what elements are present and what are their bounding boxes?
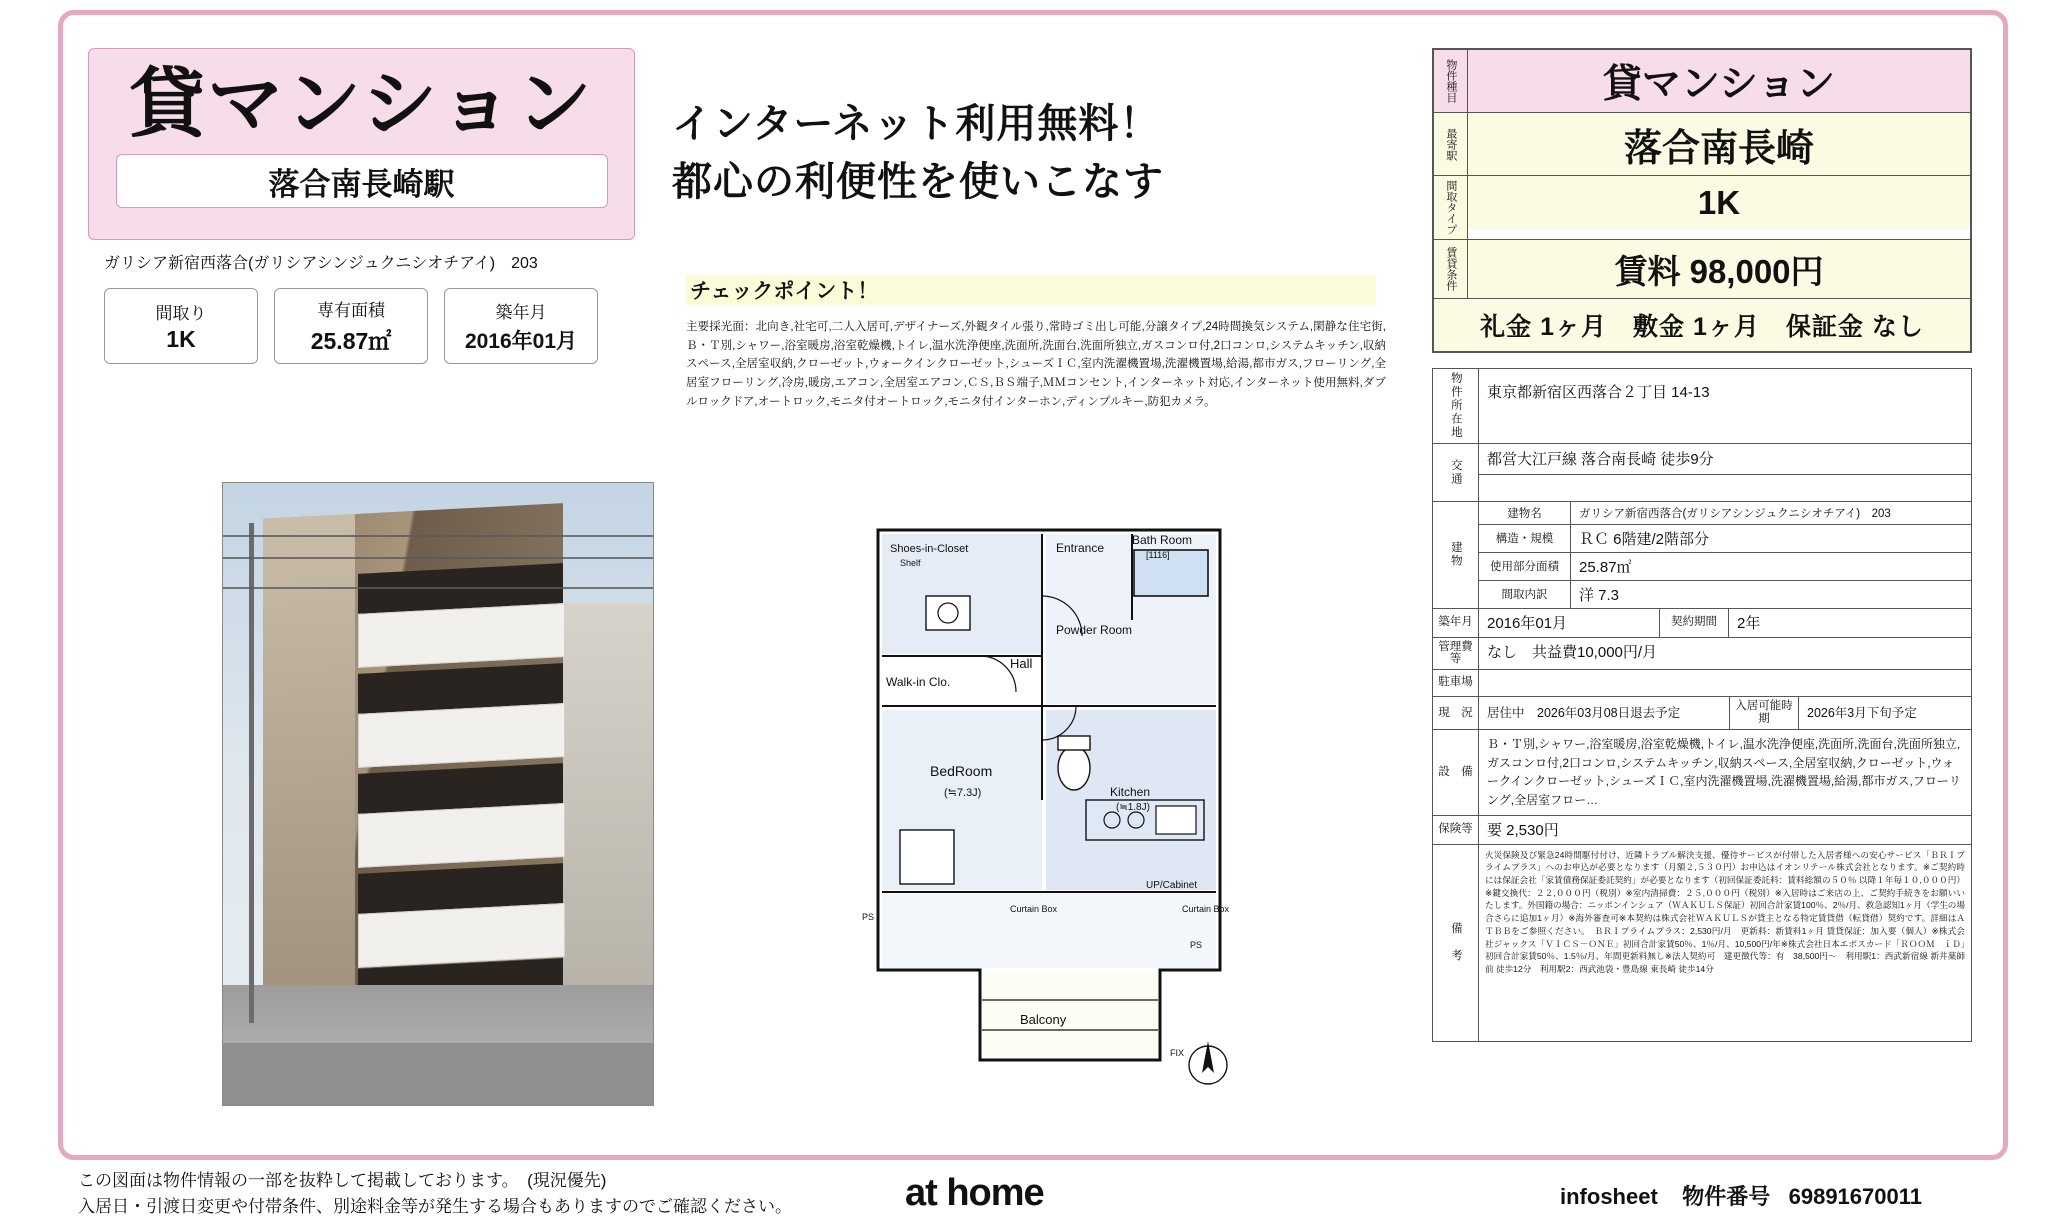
photo-balcony [358,803,565,868]
catch-copy [672,95,1372,211]
svg-text:Walk-in Clo.: Walk-in Clo. [886,675,951,689]
remarks-value: 火災保険及び緊急24時間駆付付け、近隣トラブル解決支援、優待サービスが付帯した入居者様への安心サービス「ＢＲＩプライムプラス」へのお申込が必要となります（月額２,５３０円）お申込はイオンリテール株式会社となります。※ご契約時には保証会社「家賃債務保証委託契約」が必要となります（初回保証委託料：賃料総額の５０％ 以降１年毎１０,０００円）※鍵交換代：２２,０００円（税別）※室内清掃費：２５,０００円（税別）※入居時はご来店の上、ご契約手続きをお願いいたします。外国籍の場合：ニッポンインシュア（ＷＡＫＵＬＳ保証）初回合計家賃100％、2％/月、救急認知1ヶ月（学生の場合さらに追加1ヶ月）※海外審査可※本契約は株式会社ＷＡＫＵＬＳが貸主となる特定賃貸借（転貸借）契約です。詳細はＡＴＢＢをご参照ください。 ＢＲＩプライムプラス：2,530円/月 更新料：新賃料1ヶ月 賃貸保証：加入要（個人）※株式会社ジャックス「ＶＩＣＳ－ＯＮＥ」初回合計家賃50％、1％/月、10,500円/年※株式会社日本エポスカード「ＲＯＯＭ ｉＤ」初回合計家賃50％、1.5％/月、年間更新料無し※法人契約可 建更徴代等：有 38,500円～ 利用駅1：西武新宿線 新井薬師前 徒歩12分 利用駅2：西武池袋・豊島線 東長崎 徒歩14分 [1485,849,1965,975]
spec-area-label: 専有面積 [317,301,385,320]
parking-value [1479,670,1971,696]
svg-text:Curtain Box: Curtain Box [1010,904,1058,914]
footer-note [78,1168,792,1221]
mgmt-label: 管理費等 [1433,638,1479,669]
summary-row-layout [1434,176,1970,240]
catch-line-1: インターネット利用無料！ [672,102,1161,146]
access-row-2 [1479,475,1971,501]
available-value: 2026年3月下旬予定 [1807,705,1917,720]
remarks-label: 備 考 [1433,845,1479,1041]
detail-row-status [1433,697,1971,730]
spec-builtdate [444,288,598,364]
spec-layout-value: 1K [166,326,196,352]
building-name-key: 建物名 [1479,502,1571,524]
feature-description: 主要採光面：北向き,社宅可,二人入居可,デザイナーズ,外観タイル張り,常時ゴミ出し可能,分譲タイプ,24時間換気システム,閑静な住宅街,Ｂ・Ｔ別,シャワー,浴室暖房,浴室乾燥機,トイレ,温水洗浄便座,洗面所,洗面台,洗面所独立,ガスコンロ付,2口コンロ,システムキッチン,収納スペース,全居室収納,クローゼット,ウォークインクローゼット,シューズＩＣ,室内洗濯機置場,洗濯機置場,給湯,都市ガス,フローリング,全居室フローリング,冷房,暖房,エアコン,全居室エアコン,ＣＳ,ＢＳ端子,ＭＭコンセント,インターネット対応,インターネット使用無料,ダブルロックドア,オートロック,モニタ付オートロック,モニタ付インターホン,ディンプルキー,防犯カメラ。 [686,321,1386,408]
compass-icon [1185,1035,1231,1091]
building-values [1479,502,1971,608]
address-value: 東京都新宿区西落合２丁目 14-13 [1487,383,1710,401]
photo-power-line [223,557,653,559]
access-value-2 [1479,475,1971,501]
detail-row-insurance [1433,816,1971,845]
svg-text:Powder Room: Powder Room [1056,623,1133,637]
station-badge: 落合南長崎駅 [116,154,608,208]
builtdate-value: 2016年01月 [1487,615,1568,632]
building-structure-key: 構造・規模 [1479,525,1571,552]
svg-text:(≒1.8J): (≒1.8J) [1116,802,1150,813]
property-no-label: 物件番号 [1682,1184,1771,1209]
detail-row-builtdate [1433,609,1971,638]
svg-text:Shelf: Shelf [900,558,921,568]
equipment-label: 設 備 [1433,730,1479,814]
svg-text:FIX: FIX [1170,1048,1185,1058]
footer-note-line-1: この図面は物件情報の一部を抜粋して掲載しております。 (現況優先) [78,1171,607,1190]
photo-road [223,1043,653,1105]
building-name-label: ガリシア新宿西落合(ガリシアシンジュクニシオチアイ) 203 [104,255,538,272]
infosheet-footer [1560,1180,1922,1211]
address-label: 物件所在地 [1433,369,1479,443]
building-layout-key: 間取内訳 [1479,581,1571,608]
building-layout-value: 洋 7.3 [1579,586,1620,604]
spec-layout-label: 間取り [155,304,207,323]
spec-summary-row [104,288,598,364]
photo-balcony [358,903,565,968]
building-structure-value: ＲＣ 6階建/2階部分 [1579,530,1710,548]
access-value-1: 都営大江戸線 落合南長崎 徒歩9分 [1487,451,1714,468]
insurance-value: 要 2,530円 [1487,822,1559,840]
access-label: 交通 [1433,444,1479,501]
summary-station-label: 最寄駅 [1434,113,1468,175]
spec-layout [104,288,258,364]
svg-text:Balcony: Balcony [1020,1012,1067,1027]
athome-logo-text: at home [905,1172,1044,1214]
building-area-key: 使用部分面積 [1479,553,1571,580]
photo-power-line [223,535,653,537]
photo-balcony [358,703,565,768]
svg-text:Shoes-in-Closet: Shoes-in-Closet [890,543,969,555]
spec-area [274,288,428,364]
svg-text:Hall: Hall [1010,656,1033,671]
svg-text:(≒7.3J): (≒7.3J) [944,787,982,799]
page-title: 貸マンション [129,62,594,147]
svg-text:[1116]: [1116] [1146,550,1170,560]
building-area-value: 25.87㎡ [1579,558,1632,576]
infosheet-label: infosheet [1560,1184,1658,1209]
building-row-name [1479,502,1971,525]
summary-station-value: 落合南長崎 [1468,113,1970,175]
title-block [88,48,635,240]
detail-row-address [1433,369,1971,444]
svg-text:Entrance: Entrance [1056,541,1105,555]
detail-row-parking [1433,670,1971,697]
detail-row-building [1433,502,1971,609]
detail-row-remarks [1433,845,1971,1041]
building-name-value: ガリシア新宿西落合(ガリシアシンジュクニシオチアイ) 203 [1579,507,1891,520]
summary-terms-label: 賃貸条件 [1434,240,1468,298]
detail-row-access [1433,444,1971,502]
detail-table [1432,368,1972,1042]
summary-deposit-value: 礼金 1ヶ月 敷金 1ヶ月 保証金 なし [1434,299,1970,351]
spec-area-value: 25.87㎡ [310,328,392,354]
svg-text:Kitchen: Kitchen [1110,785,1151,799]
svg-text:UP/Cabinet: UP/Cabinet [1146,880,1198,891]
available-label: 入居可能時期 [1729,697,1799,729]
summary-row-type [1434,50,1970,113]
builtdate-label: 築年月 [1433,609,1479,637]
photo-power-line [223,587,653,589]
detail-row-equipment [1433,730,1971,815]
svg-text:BedRoom: BedRoom [930,763,993,779]
equipment-value: Ｂ・Ｔ別,シャワー,浴室暖房,浴室乾燥機,トイレ,温水洗浄便座,洗面所,洗面台,洗面所独立,ガスコンロ付,2口コンロ,システムキッチン,収納スペース,全居室収納,クローゼット,ウォークインクローゼット,シューズＩＣ,室内洗濯機置場,洗濯機置場,給湯,都市ガス,フローリング,全居室フロー… [1487,737,1961,807]
svg-text:Curtain Box: Curtain Box [1182,904,1230,914]
detail-row-mgmt [1433,638,1971,670]
summary-row-rent [1434,240,1970,299]
svg-text:PS: PS [1190,940,1203,950]
spec-builtdate-value: 2016年01月 [464,329,578,353]
checkpoint-heading: チェックポイント！ [686,275,1376,305]
summary-type-label: 物件種目 [1434,50,1468,112]
access-values [1479,444,1971,501]
svg-text:Bath Room: Bath Room [1132,533,1193,547]
insurance-label: 保険等 [1433,816,1479,844]
status-label: 現 況 [1433,697,1479,729]
summary-row-deposit [1434,299,1970,351]
access-row-1 [1479,444,1971,475]
photo-ground [223,985,653,1105]
summary-layout-label: 間取タイプ [1434,176,1468,239]
parking-label: 駐車場 [1433,670,1479,696]
photo-utility-pole [249,523,254,1023]
property-no-value: 69891670011 [1788,1184,1922,1209]
building-row-layout [1479,581,1971,608]
floor-plan [860,500,1380,1100]
contract-label: 契約期間 [1659,609,1729,637]
summary-layout-value: 1K [1468,176,1970,230]
photo-main-building [263,503,563,1039]
photo-balcony [358,603,565,668]
summary-row-station [1434,113,1970,176]
mgmt-value: なし 共益費10,000円/月 [1487,644,1658,661]
footer-note-line-2: 入居日・引渡日変更や付帯条件、別途料金等が発生する場合もありますのでご確認ください。 [78,1197,792,1217]
building-photo [222,482,654,1106]
contract-value: 2年 [1737,615,1761,632]
building-row-structure [1479,525,1971,553]
summary-type-value: 貸マンション [1468,50,1970,112]
building-label: 建物 [1433,502,1479,608]
spec-builtdate-label: 築年月 [495,302,547,322]
summary-rent-value: 賃料 98,000円 [1468,240,1970,298]
status-value: 居住中 2026年03月08日退去予定 [1487,705,1681,720]
svg-text:PS: PS [862,912,875,922]
building-row-area [1479,553,1971,581]
athome-logo [905,1172,1044,1215]
summary-table [1432,48,1972,353]
catch-line-2: 都心の利便性を使いこなす [672,160,1164,204]
